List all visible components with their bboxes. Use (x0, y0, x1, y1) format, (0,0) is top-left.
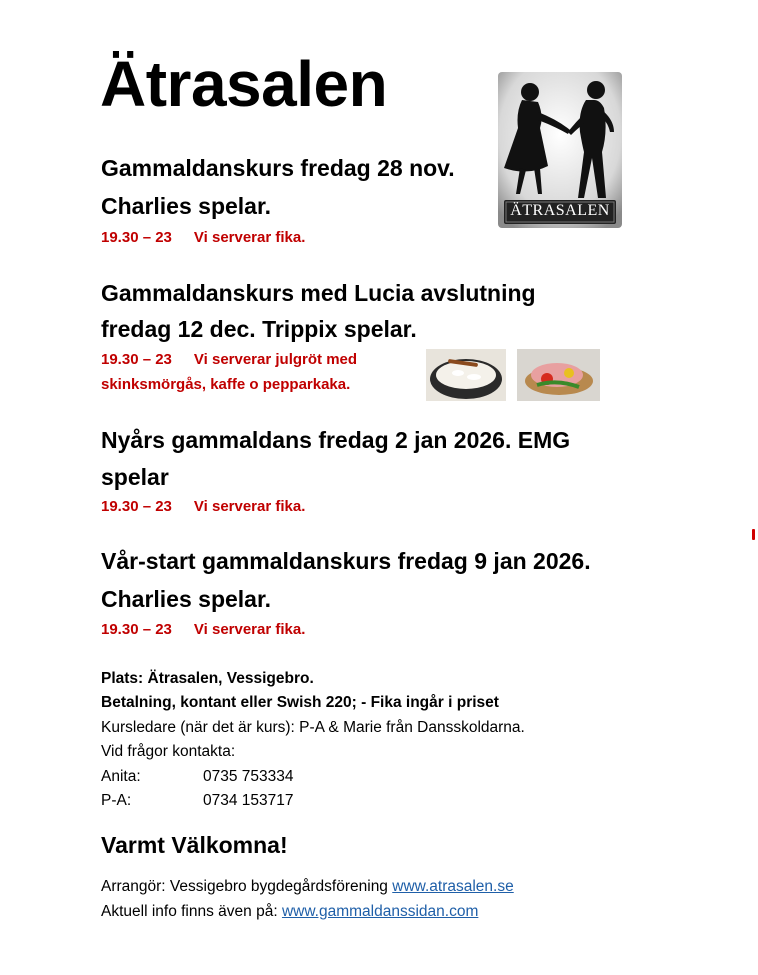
contact-name: Anita: (101, 768, 141, 785)
event-3-details (101, 498, 305, 516)
gammaldanssidan-link[interactable]: www.gammaldanssidan.com (281, 903, 479, 920)
contact-phone: 0735 753334 (203, 768, 294, 785)
page-title: Ätrasalen (100, 48, 388, 120)
contact-intro: Vid frågor kontakta: (101, 743, 236, 760)
atrasalen-logo (498, 72, 622, 228)
event-4-time: 19.30 – 23 (101, 621, 172, 638)
event-1-details (101, 229, 305, 247)
contact-row-pa (101, 792, 294, 811)
event-4-note: Vi serverar fika. (193, 621, 306, 638)
contact-name: P-A: (101, 792, 132, 809)
event-3-note: Vi serverar fika. (193, 498, 306, 515)
event-1-note: Vi serverar fika. (193, 229, 306, 246)
organizer-line (101, 878, 514, 897)
leaders-text: Kursledare (när det är kurs): P-A & Marie från Dansskoldarna. (101, 719, 525, 736)
contact-row-anita (101, 768, 294, 787)
event-2-line1: Gammaldanskurs med Lucia avslutning (101, 280, 536, 306)
atrasalen-link[interactable]: www.atrasalen.se (392, 878, 514, 895)
porridge-image (426, 349, 506, 401)
event-3-time: 19.30 – 23 (101, 498, 172, 515)
payment-text: Betalning, kontant eller Swish 220; - Fika ingår i priset (101, 694, 499, 711)
event-4-line2: Charlies spelar. (101, 586, 272, 612)
welcome-heading: Varmt Välkomna! (101, 832, 288, 858)
logo-text: ÄTRASALEN (510, 202, 610, 219)
event-1-line1: Gammaldanskurs fredag 28 nov. (101, 155, 455, 181)
event-3-line1: Nyårs gammaldans fredag 2 jan 2026. EMG (101, 427, 571, 453)
event-2-line2: fredag 12 dec. Trippix spelar. (101, 316, 417, 342)
info-line (101, 903, 478, 922)
event-2-details (101, 351, 357, 369)
event-3-line2: spelar (101, 464, 169, 490)
event-1-time: 19.30 – 23 (101, 229, 172, 246)
organizer-text: Arrangör: Vessigebro bygdegårdsförening (101, 878, 388, 895)
event-2-note2: skinksmörgås, kaffe o pepparkaka. (101, 376, 351, 393)
event-4-line1: Vår-start gammaldanskurs fredag 9 jan 2026. (101, 548, 591, 574)
red-mark (752, 529, 755, 540)
contact-phone: 0734 153717 (203, 792, 294, 809)
event-2-note: Vi serverar julgröt med (193, 351, 358, 368)
event-2-time: 19.30 – 23 (101, 351, 172, 368)
event-1-line2: Charlies spelar. (101, 193, 272, 219)
info-text: Aktuell info finns även på: (101, 903, 278, 920)
sandwich-image (517, 349, 600, 401)
event-4-details (101, 621, 305, 639)
place-text: Plats: Ätrasalen, Vessigebro. (101, 670, 314, 687)
